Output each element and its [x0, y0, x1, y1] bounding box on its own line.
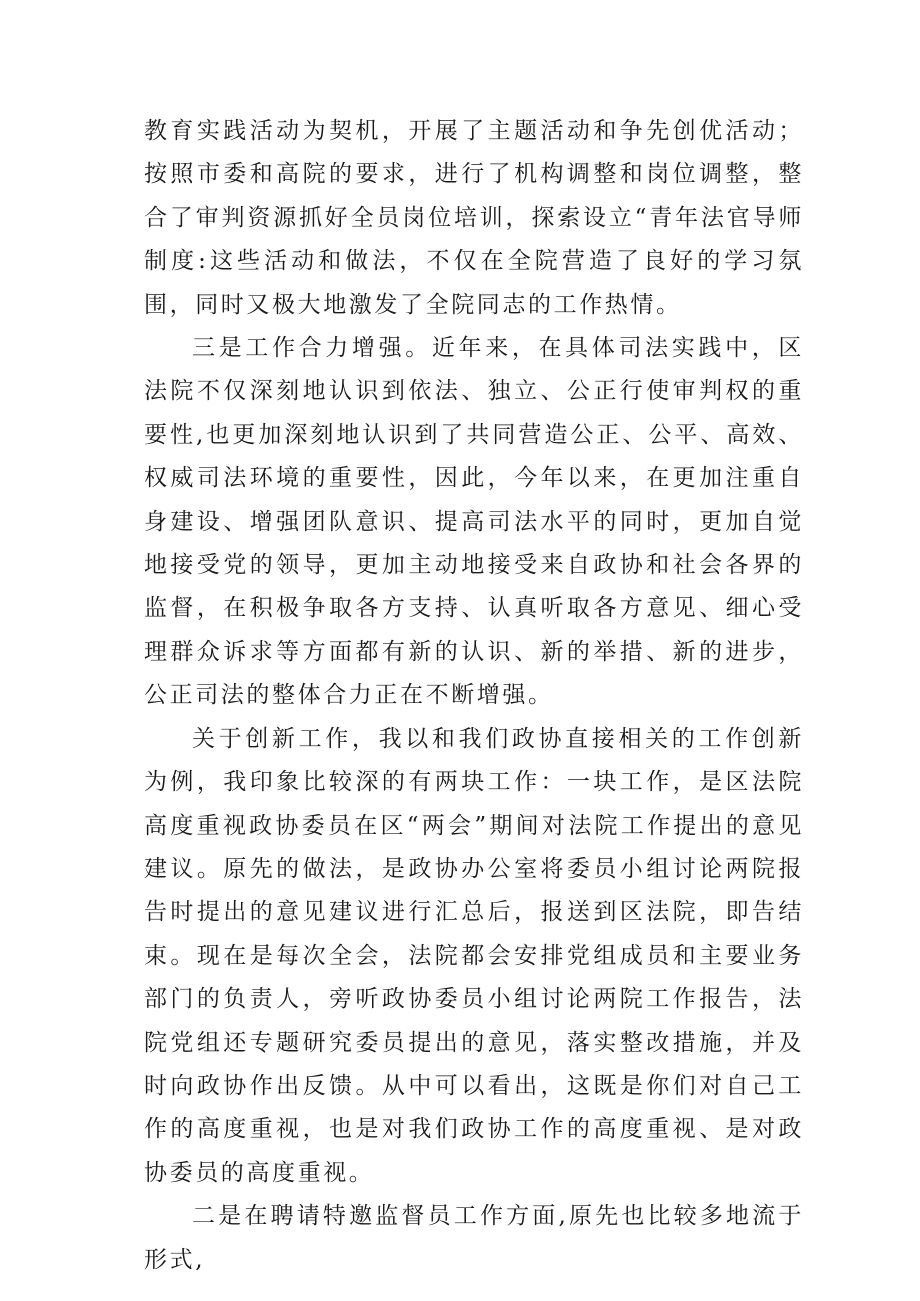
paragraph-2: 三是工作合力增强。近年来，在具体司法实践中，区法院不仅深刻地认识到依法、独立、公正行使审判权的重要性,也更加深刻地认识到了共同营造公正、公平、高效、权威司法环境的重要性，因此，今年以来，在更加注重自身建设、增强团队意识、提高司法水平的同时，更加自觉地接受党的领导，更加主动地接受来自政协和社会各界的监督，在积极争取各方支持、认真听取各方意见、细心受理群众诉求等方面都有新的认识、新的举措、新的进步，公正司法的整体合力正在不断增强。 — [144, 335, 804, 709]
document-body — [144, 110, 804, 1282]
paragraph-3: 关于创新工作，我以和我们政协直接相关的工作创新为例，我印象比较深的有两块工作：一块工作，是区法院高度重视政协委员在区“两会”期间对法院工作提出的意见建议。原先的做法，是政协办公室将委员小组讨论两院报告时提出的意见建议进行汇总后，报送到区法院，即告结束。现在是每次全会，法院都会安排党组成员和主要业务部门的负责人，旁听政协委员小组讨论两院工作报告，法院党组还专题研究委员提出的意见，落实整改措施，并及时向政协作出反馈。从中可以看出，这既是你们对自己工作的高度重视，也是对我们政协工作的高度重视、是对政协委员的高度重视。 — [144, 725, 804, 1186]
paragraph-4: 二是在聘请特邀监督员工作方面,原先也比较多地流于形式, — [144, 1203, 804, 1273]
paragraph-1: 教育实践活动为契机，开展了主题活动和争先创优活动；按照市委和高院的要求，进行了机构调整和岗位调整，整合了审判资源抓好全员岗位培训，探索设立“青年法官导师制度:这些活动和做法，不仅在全院营造了良好的学习氛围，同时又极大地激发了全院同志的工作热情。 — [144, 118, 804, 318]
